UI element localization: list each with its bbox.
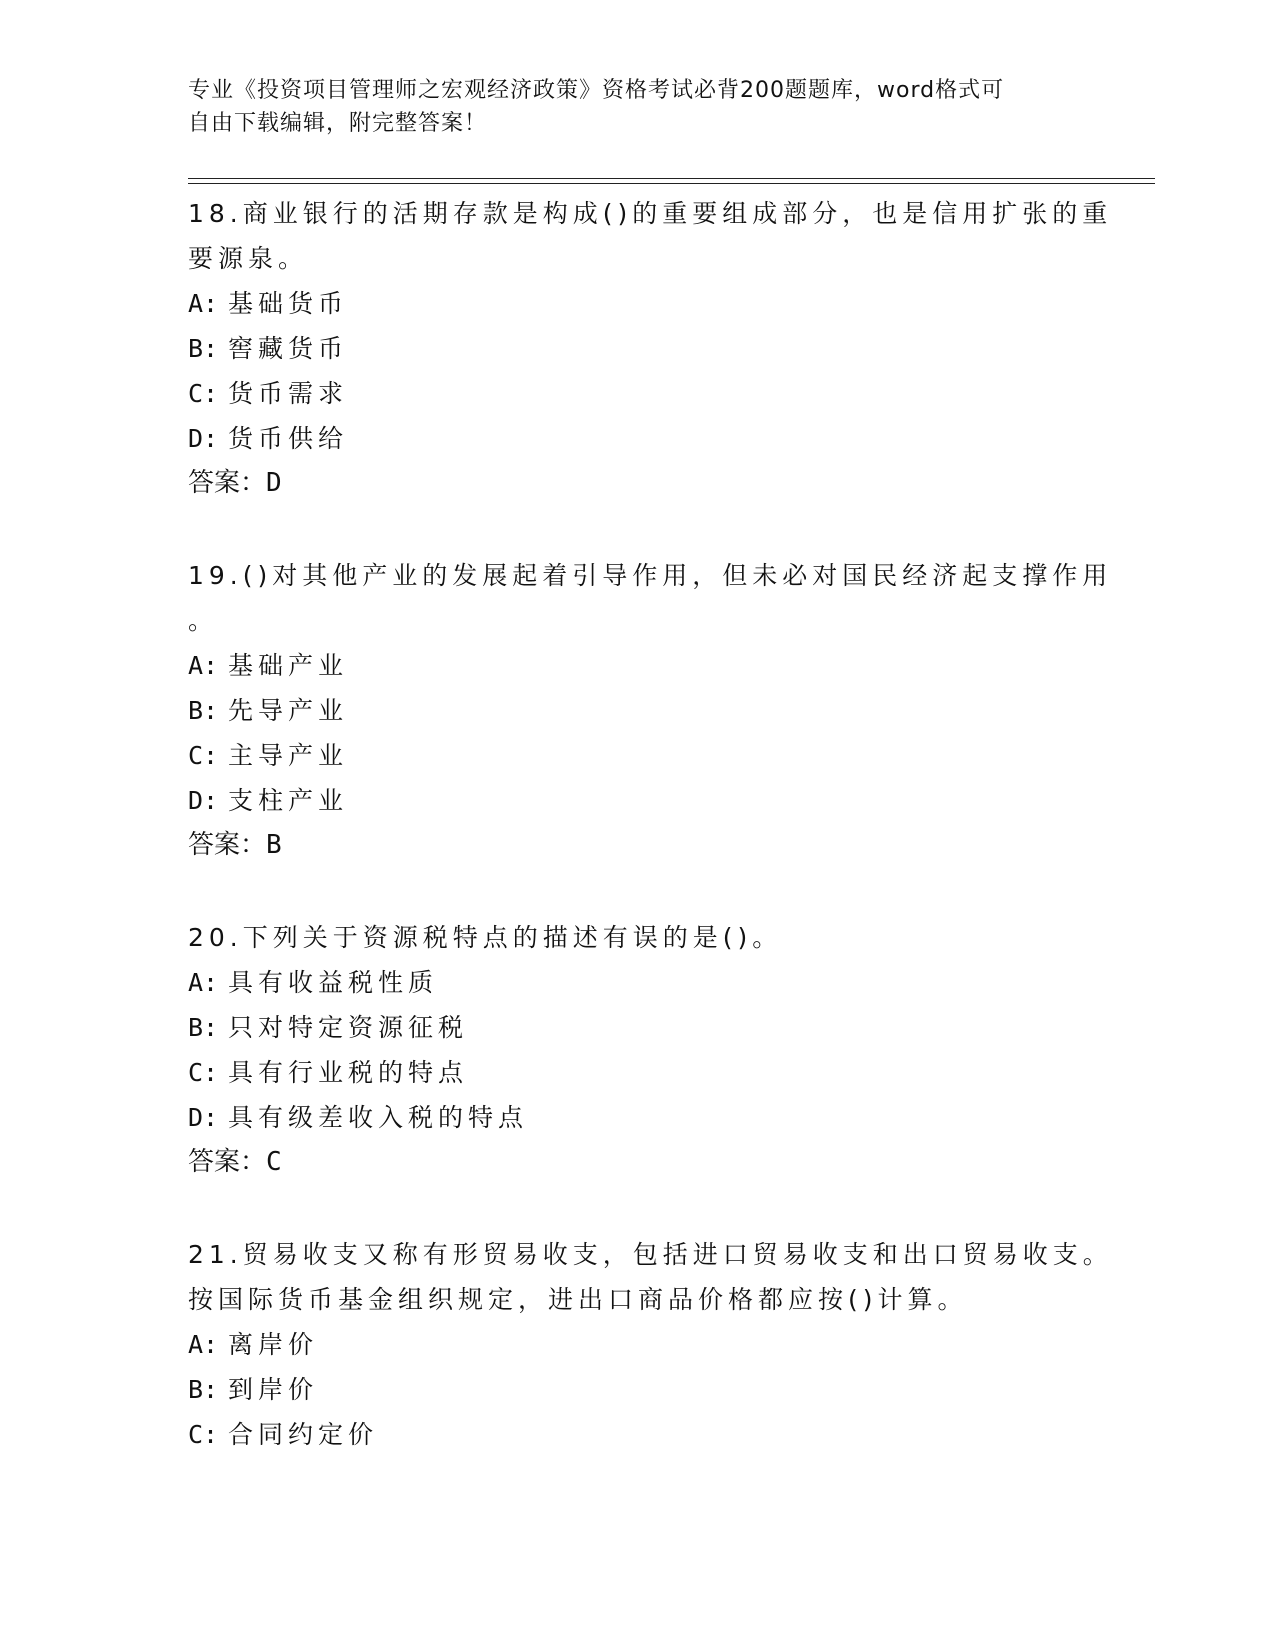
option-letter: D: — [188, 1103, 219, 1132]
option-letter: C: — [188, 1420, 219, 1449]
option-text: 基础货币 — [228, 289, 349, 318]
option-text: 主导产业 — [228, 741, 349, 770]
option-text: 具有收益税性质 — [228, 968, 439, 997]
option-letter: B: — [188, 1013, 219, 1042]
question-stem-line: 21.贸易收支又称有形贸易收支，包括进口贸易收支和出口贸易收支。 — [188, 1240, 1113, 1269]
option-text: 货币需求 — [228, 379, 349, 408]
header-divider-top — [188, 178, 1155, 179]
question-stem-line: 按国际货币基金组织规定，进出口商品价格都应按()计算。 — [188, 1285, 968, 1314]
header-line-2: 自由下载编辑，附完整答案！ — [188, 111, 488, 136]
option-d — [188, 1095, 1088, 1140]
option-text: 只对特定资源征税 — [228, 1013, 469, 1042]
header-divider-bottom — [188, 183, 1155, 184]
question-spacer — [188, 1185, 1088, 1232]
question-21 — [188, 1232, 1113, 1457]
question-stem-line: 18.商业银行的活期存款是构成()的重要组成部分，也是信用扩张的重 — [188, 199, 1113, 228]
question-19 — [188, 553, 1113, 868]
option-c — [188, 1050, 1088, 1095]
question-18 — [188, 191, 1113, 506]
option-a — [188, 960, 1088, 1005]
option-letter: D: — [188, 786, 219, 815]
option-letter: A: — [188, 968, 219, 997]
answer-key: C — [266, 1147, 282, 1177]
question-20 — [188, 915, 1088, 1185]
option-letter: B: — [188, 1375, 219, 1404]
option-text: 到岸价 — [228, 1375, 319, 1404]
answer-key: D — [266, 468, 282, 498]
question-stem — [188, 553, 1113, 643]
option-letter: A: — [188, 651, 219, 680]
option-b — [188, 326, 1088, 371]
option-c — [188, 1412, 1088, 1457]
question-stem-line: 要源泉。 — [188, 244, 309, 273]
header-line-1: 专业《投资项目管理师之宏观经济政策》资格考试必背200题题库，word格式可 — [188, 78, 1005, 103]
question-stem — [188, 915, 1088, 960]
option-b — [188, 1367, 1088, 1412]
option-d — [188, 778, 1088, 823]
option-text: 货币供给 — [228, 424, 349, 453]
option-letter: B: — [188, 696, 219, 725]
option-letter: C: — [188, 379, 219, 408]
option-letter: D: — [188, 424, 219, 453]
option-c — [188, 371, 1088, 416]
option-text: 具有行业税的特点 — [228, 1058, 469, 1087]
option-c — [188, 733, 1088, 778]
answer-line — [188, 461, 1088, 506]
question-spacer — [188, 506, 1088, 553]
option-text: 支柱产业 — [228, 786, 349, 815]
answer-line — [188, 1140, 1088, 1185]
question-stem — [188, 191, 1113, 281]
option-letter: A: — [188, 1330, 219, 1359]
option-letter: A: — [188, 289, 219, 318]
option-text: 窖藏货币 — [228, 334, 349, 363]
question-stem-line: 20.下列关于资源税特点的描述有误的是()。 — [188, 923, 783, 952]
option-a — [188, 1322, 1088, 1367]
answer-label: 答案： — [188, 830, 267, 860]
option-a — [188, 643, 1088, 688]
option-text: 离岸价 — [228, 1330, 319, 1359]
answer-key: B — [266, 830, 282, 860]
option-letter: C: — [188, 1058, 219, 1087]
answer-line — [188, 823, 1088, 868]
question-stem-line: 。 — [188, 606, 219, 635]
question-spacer — [188, 868, 1088, 915]
question-list — [188, 191, 1113, 1457]
answer-label: 答案： — [188, 1147, 267, 1177]
option-letter: C: — [188, 741, 219, 770]
option-d — [188, 416, 1088, 461]
option-text: 具有级差收入税的特点 — [228, 1103, 529, 1132]
option-b — [188, 1005, 1088, 1050]
option-b — [188, 688, 1088, 733]
document-header — [188, 74, 1088, 140]
option-a — [188, 281, 1088, 326]
option-text: 合同约定价 — [228, 1420, 379, 1449]
option-letter: B: — [188, 334, 219, 363]
question-stem-line: 19.()对其他产业的发展起着引导作用，但未必对国民经济起支撑作用 — [188, 561, 1113, 590]
answer-label: 答案： — [188, 468, 267, 498]
option-text: 先导产业 — [228, 696, 349, 725]
option-text: 基础产业 — [228, 651, 349, 680]
question-stem — [188, 1232, 1113, 1322]
